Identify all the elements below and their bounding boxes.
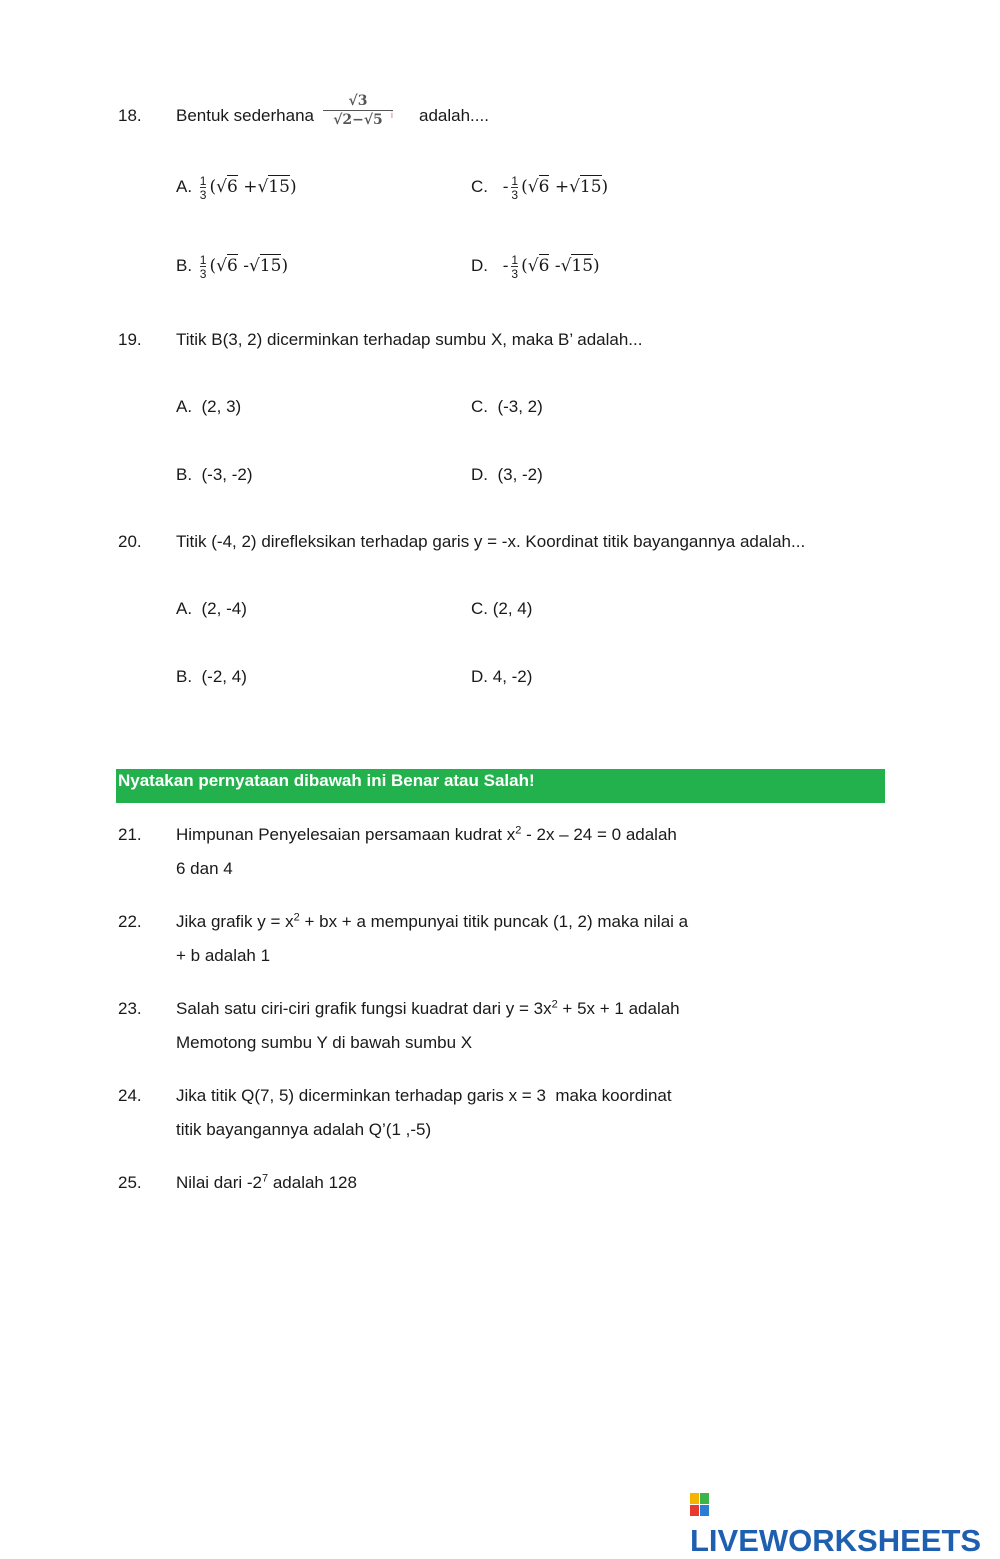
option-label: A. (176, 599, 193, 618)
q19-number: 19. (118, 330, 142, 349)
q18-option-d[interactable]: D. - $\frac{1}{3}$ (√6 -√15) (471, 253, 600, 281)
section-banner: Nyatakan pernyataan dibawah ini Benar atau Salah! (116, 769, 885, 803)
q22-number: 22. (118, 912, 142, 931)
q18-expression (323, 92, 393, 129)
q20-option-d[interactable] (471, 667, 532, 687)
q24-statement[interactable]: Jika titik Q(7, 5) dicerminkan terhadap garis x = 3 maka koordinat titik bayangannya adalah Q’(1 ,-5) (176, 1086, 672, 1139)
option-text: (-3, 2) (497, 397, 543, 416)
option-label: C. (471, 599, 488, 618)
q23-number: 23. (118, 999, 142, 1018)
q19-stem: Titik B(3, 2) dicerminkan terhadap sumbu X, maka B’ adalah... (176, 330, 643, 349)
option-text: 4, -2) (492, 667, 533, 686)
q19-option-b[interactable] (176, 465, 253, 485)
q18-option-c[interactable]: C. - $\frac{1}{3}$ (√6 +√15) (471, 174, 609, 202)
option-label: D. (471, 667, 488, 686)
option-text: (-2, 4) (201, 667, 247, 686)
q25-statement[interactable]: Nilai dari $-2^7$ adalah 128 (176, 1172, 357, 1192)
q20-stem: Titik (-4, 2) direfleksikan terhadap garis y = -x. Koordinat titik bayangannya adalah... (176, 532, 806, 551)
liveworksheets-logo (690, 1487, 1000, 1559)
q21-statement[interactable]: Himpunan Penyelesaian persamaan kudrat $x^2 - 2x - 24 = 0$ adalah 6 dan 4 (176, 824, 677, 878)
q18-expr-denominator: √2−√5 (323, 110, 393, 129)
option-text: (2, 3) (201, 397, 242, 416)
option-text: (-3, -2) (201, 465, 253, 484)
info-icon: ᵢ (391, 106, 393, 120)
fraction: $\frac{1}{3}$ (199, 174, 207, 202)
q22-statement[interactable]: Jika grafik $y = x^2$ + bx + a mempunyai titik puncak (1, 2) maka nilai a + b adalah 1 (176, 911, 689, 965)
q24-number: 24. (118, 1086, 142, 1105)
q20-option-c[interactable] (471, 599, 532, 619)
option-text: (2, -4) (201, 599, 247, 618)
option-label: D. (471, 256, 488, 276)
q18-stem-after: adalah.... (419, 106, 489, 125)
q18-number: 18. (118, 106, 142, 125)
q20-number: 20. (118, 532, 142, 551)
q18-expr-numerator: √3 (348, 93, 368, 109)
option-label: C. (471, 177, 488, 197)
fraction: $\frac{1}{3}$ (511, 174, 519, 202)
q18-stem-before: Bentuk sederhana (176, 106, 314, 125)
q18-option-b[interactable]: B. $\frac{1}{3}$ (√6 -√15) (176, 253, 289, 281)
option-label: A. (176, 397, 193, 416)
q19-option-d[interactable] (471, 465, 543, 485)
option-label: B. (176, 667, 193, 686)
option-text: (2, 4) (492, 599, 533, 618)
logo-text: LIVEWORKSHEETS (690, 1523, 982, 1558)
option-label: A. (176, 177, 193, 197)
option-label: C. (471, 397, 488, 416)
option-label: B. (176, 256, 193, 276)
fraction: $\frac{1}{3}$ (199, 253, 207, 281)
q19-option-c[interactable] (471, 397, 543, 417)
option-text: (3, -2) (497, 465, 543, 484)
option-label: B. (176, 465, 193, 484)
option-label: D. (471, 465, 488, 484)
q18-option-a[interactable]: A. $\frac{1}{3}$ (√6 +√15) (176, 174, 297, 202)
q21-number: 21. (118, 825, 142, 844)
q25-number: 25. (118, 1173, 142, 1192)
q23-statement[interactable]: Salah satu ciri-ciri grafik fungsi kuadrat dari $y = 3x^2 + 5x + 1$ adalah Memotong sumbu Y di bawah sumbu X (176, 998, 680, 1052)
logo-blocks-icon (690, 1493, 710, 1517)
q20-option-a[interactable] (176, 599, 247, 619)
fraction: $\frac{1}{3}$ (511, 253, 519, 281)
q20-option-b[interactable] (176, 667, 247, 687)
q19-option-a[interactable] (176, 397, 241, 417)
